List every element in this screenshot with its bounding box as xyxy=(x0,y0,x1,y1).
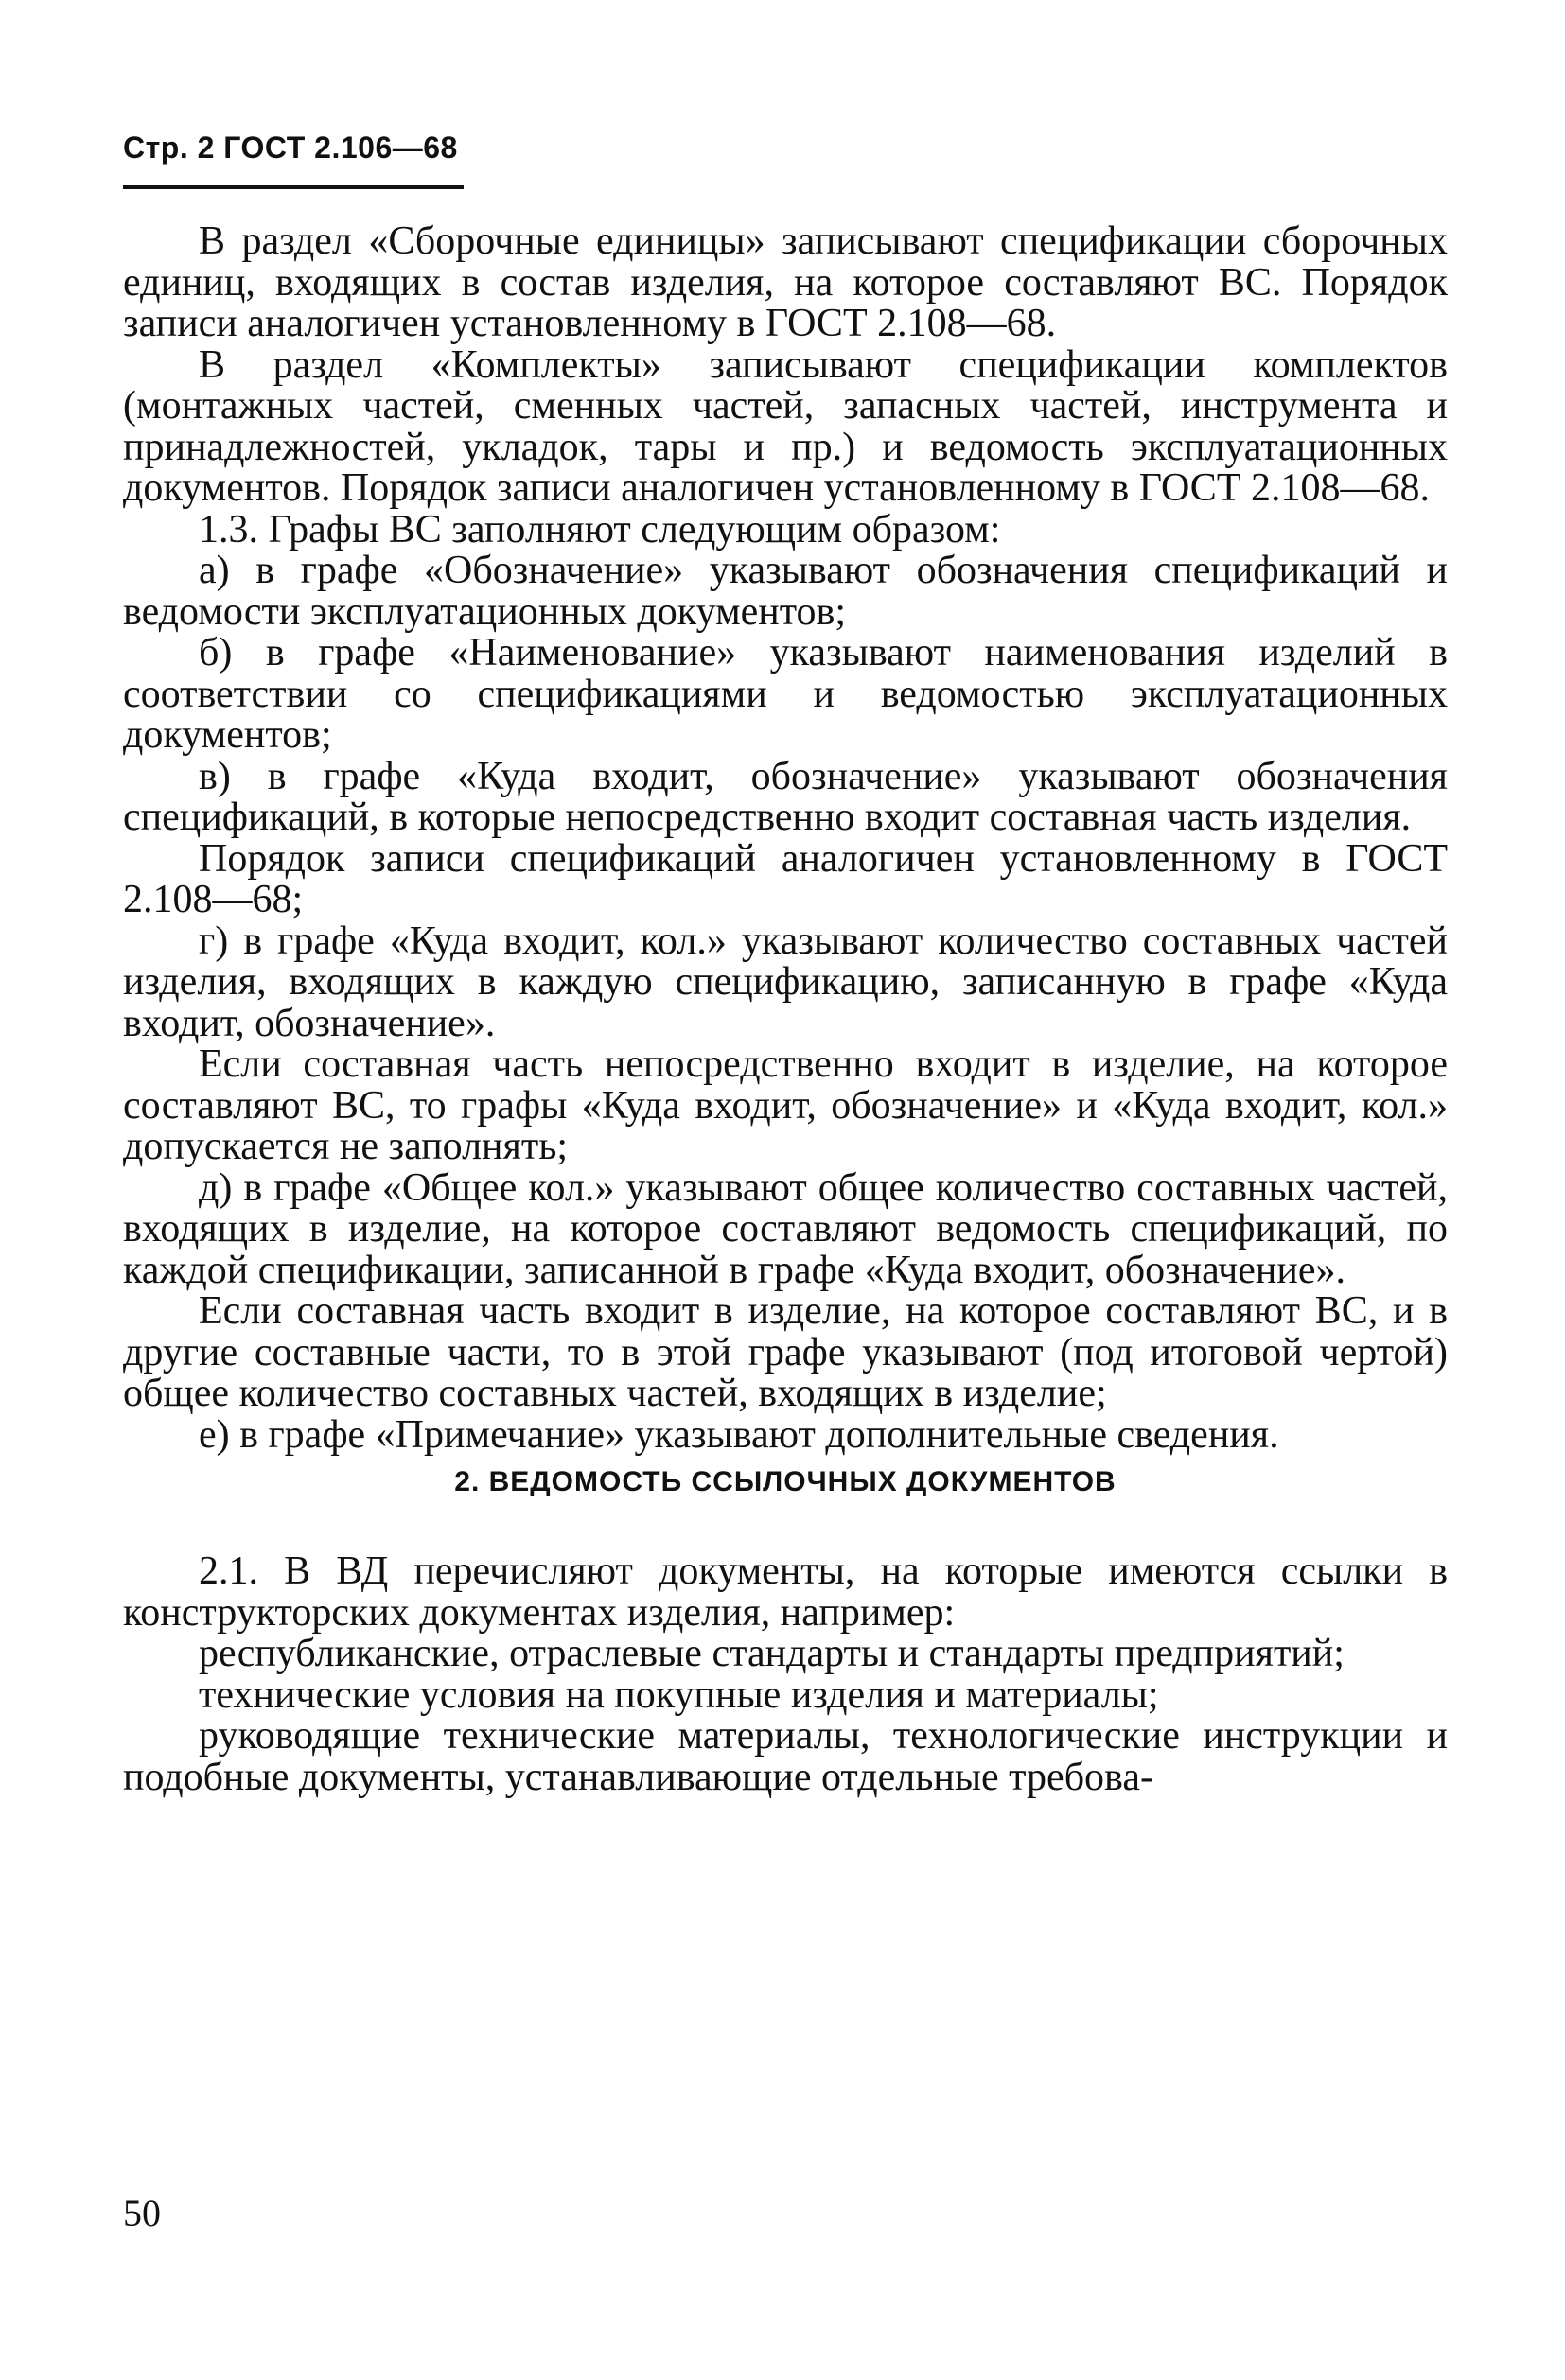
paragraph: республиканские, отраслевые стандарты и стандарты предприятий; xyxy=(199,1632,1345,1675)
header-rule xyxy=(123,185,464,189)
section-1-body xyxy=(123,221,1448,1456)
paragraph: е) в графе «Примечание» указывают дополнительные сведения. xyxy=(199,1412,1279,1457)
section-2-heading: 2. ВЕДОМОСТЬ ССЫЛОЧНЫХ ДОКУМЕНТОВ xyxy=(454,1466,1117,1497)
section-2-body xyxy=(123,1551,1448,1798)
paragraph: Если составная часть входит в изделие, на которое составляют ВС, и в другие составные части, то в этой графе указывают (под итоговой чертой) общее количество составных частей, входящих в изделие; xyxy=(123,1289,1448,1415)
paragraph: Если составная часть непосредственно входит в изделие, на которое составляют ВС, то графы «Куда входит, обозначение» и «Куда входит, кол.» допускается не заполнять; xyxy=(123,1042,1448,1168)
paragraph: в) в графе «Куда входит, обозначение» указывают обозначения спецификаций, в которые непосредственно входит составная часть изделия. xyxy=(123,754,1448,839)
paragraph: а) в графе «Обозначение» указывают обозначения спецификаций и ведомости эксплуатационных документов; xyxy=(123,549,1448,634)
paragraph: руководящие технические материалы, технологические инструкции и подобные документы, устанавливающие отдельные требова- xyxy=(123,1714,1448,1799)
paragraph: технические условия на покупные изделия и материалы; xyxy=(199,1672,1159,1717)
paragraph: В раздел «Сборочные единицы» записывают спецификации сборочных единиц, входящих в состав изделия, на которое составляют ВС. Порядок записи аналогичен установленному в ГОСТ 2.108—68. xyxy=(123,219,1448,345)
paragraph: Порядок записи спецификаций аналогичен установленному в ГОСТ 2.108—68; xyxy=(123,836,1448,921)
page-number: 50 xyxy=(123,2192,161,2234)
paragraph: В раздел «Комплекты» записывают спецификации комплектов (монтажных частей, сменных частей, запасных частей, инструмента и принадлежностей, укладок, тары и пр.) и ведомость эксплуатационных документов. Порядок записи аналогичен установленному в ГОСТ 2.108—68. xyxy=(123,342,1448,510)
paragraph: г) в графе «Куда входит, кол.» указывают количество составных частей изделия, входящих в каждую спецификацию, записанную в графе «Куда входит, обозначение». xyxy=(123,919,1448,1045)
paragraph: 2.1. В ВД перечисляют документы, на которые имеются ссылки в конструкторских документах изделия, например: xyxy=(123,1549,1448,1635)
paragraph: д) в графе «Общее кол.» указывают общее количество составных частей, входящих в изделие, на которое составляют ведомость спецификаций, по каждой спецификации, записанной в графе «Куда входит, обозначение». xyxy=(123,1165,1448,1292)
paragraph: б) в графе «Наименование» указывают наименования изделий в соответствии со спецификациями и ведомостью эксплуатационных документов; xyxy=(123,631,1448,757)
running-head: Стр. 2 ГОСТ 2.106—68 xyxy=(123,131,458,165)
paragraph: 1.3. Графы ВС заполняют следующим образом: xyxy=(199,507,1001,551)
